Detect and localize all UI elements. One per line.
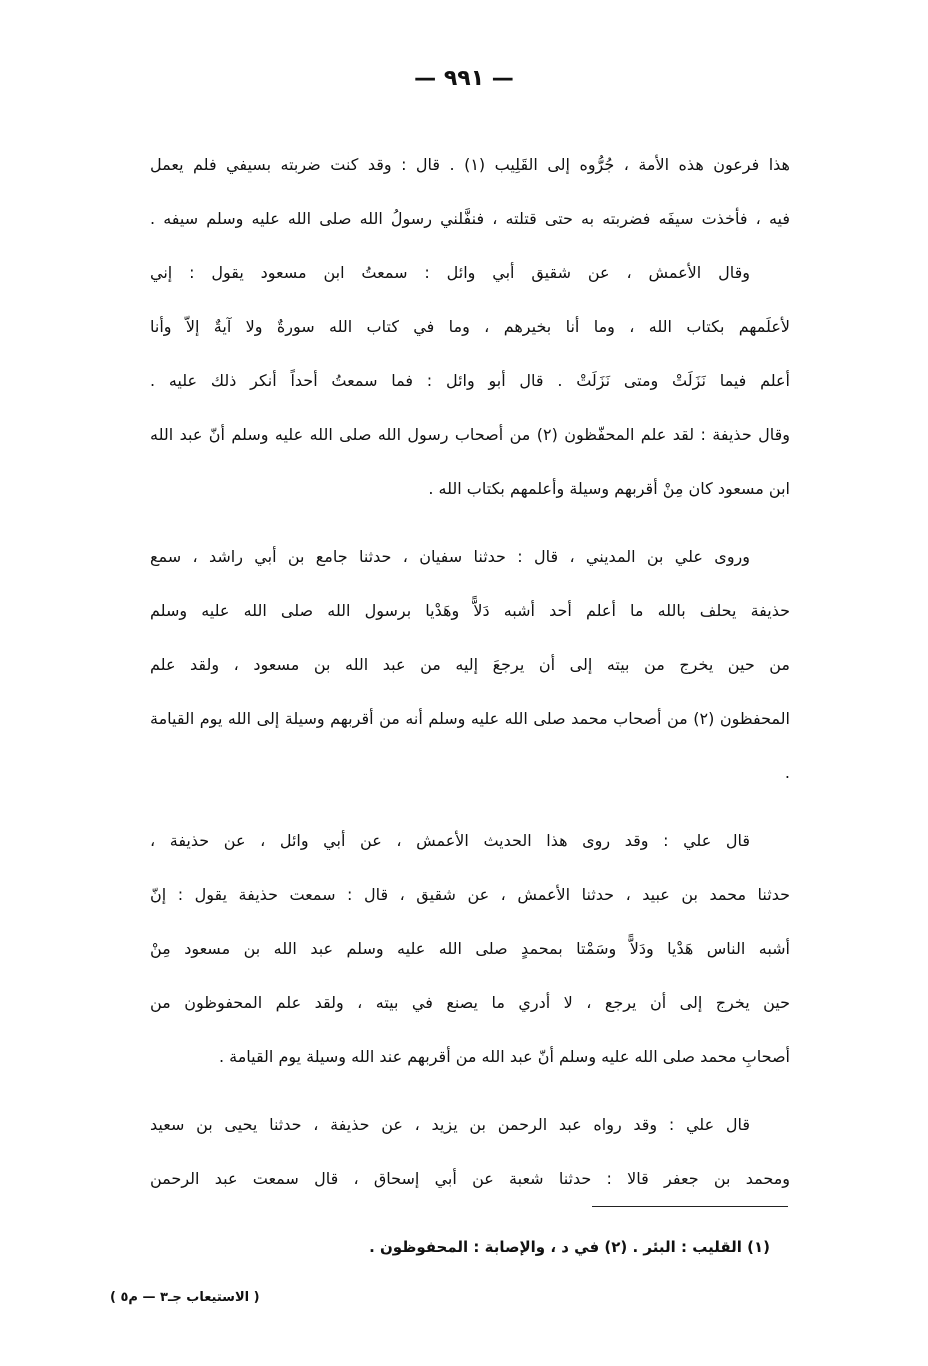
text-line: وقال الأعمش ، عن شقيق أبي وائل : سمعتُ ابن مسعود يقول : إني [150, 263, 750, 282]
text-line: فيه ، فأخذت سيفَه فضربته به حتى قتلته ، فنفَّلني رسولُ الله صلى الله عليه وسلم سيفه . [150, 209, 790, 228]
signature-mark: ( الاستيعاب جـ٣ — م٥ ) [110, 1290, 260, 1305]
text-line: قال علي : وقد روى هذا الحديث الأعمش ، عن أبي وائل ، عن حذيفة ، [150, 831, 750, 850]
text-line: وروى علي بن المديني ، قال : حدثنا سفيان ، حدثنا جامع بن أبي راشد ، سمع [150, 547, 750, 566]
footnote-divider [592, 1206, 788, 1207]
page-number: — ٩٩١ — [414, 66, 514, 91]
text-line: وقال حذيفة : لقد علم المحفّظون (٢) من أصحاب رسول الله صلى الله عليه وسلم أنّ عبد الله [150, 425, 791, 444]
text-line: ابن مسعود كان مِنْ أقربهم وسيلة وأعلمهم بكتاب الله . [428, 479, 790, 498]
text-line: أعلم فيما نَزَلَتْ ومتى نَزَلَتْ . قال أبو وائل : فما سمعتُ أحداً أنكر ذلك عليه . [150, 371, 790, 390]
text-line: حذيفة يحلف بالله ما أعلم أحد أشبه دَلاًّ وهَدْيا برسول الله صلى الله عليه وسلم [150, 601, 790, 620]
text-line: حين يخرج إلى أن يرجع ، لا أدري ما يصنع في بيته ، ولقد علم المحفوظون من [150, 993, 790, 1012]
text-line: لأعلَمهم بكتاب الله ، وما أنا بخيرهم ، وما في كتاب الله سورةٌ ولا آيةٌ إلاّ وأنا [150, 317, 790, 336]
text-line: أصحابِ محمد صلى الله عليه وسلم أنّ عبد الله من أقربهم عند الله وسيلة يوم القيامة . [218, 1047, 790, 1066]
body-text [150, 138, 790, 1206]
text-line: حدثنا محمد بن عبيد ، حدثنا الأعمش ، عن شقيق ، قال : سمعت حذيفة يقول : إنّ [150, 885, 790, 904]
text-line: من حين يخرج من بيته إلى أن يرجعَ إليه من عبد الله بن مسعود ، ولقد علم [150, 655, 790, 674]
text-line: أشبه الناس هَدْيا ودَلاًّ وسَمْتا بمحمدٍ صلى الله عليه وسلم عبد الله بن مسعود مِنْ [150, 939, 790, 958]
footnotes: (١) القليب : البئر . (٢) في د ، والإصابة : المحفوظون . [369, 1238, 770, 1256]
text-line: المحفظون (٢) من أصحاب محمد صلى الله عليه وسلم أنه من أقربهم وسيلة إلى الله يوم القيامة . [150, 709, 790, 782]
text-line: قال علي : وقد رواه عبد الرحمن بن يزيد ، عن حذيفة ، حدثنا يحيى بن سعيد [150, 1115, 750, 1134]
text-line: هذا فرعون هذه الأمة ، جُرُّوه إلى القَلِيب (١) . قال : وقد كنت ضربته بسيفي فلم يعمل [150, 155, 790, 174]
text-line: ومحمد بن جعفر قالا : حدثنا شعبة عن أبي إسحاق ، قال سمعت عبد الرحمن [150, 1169, 790, 1188]
